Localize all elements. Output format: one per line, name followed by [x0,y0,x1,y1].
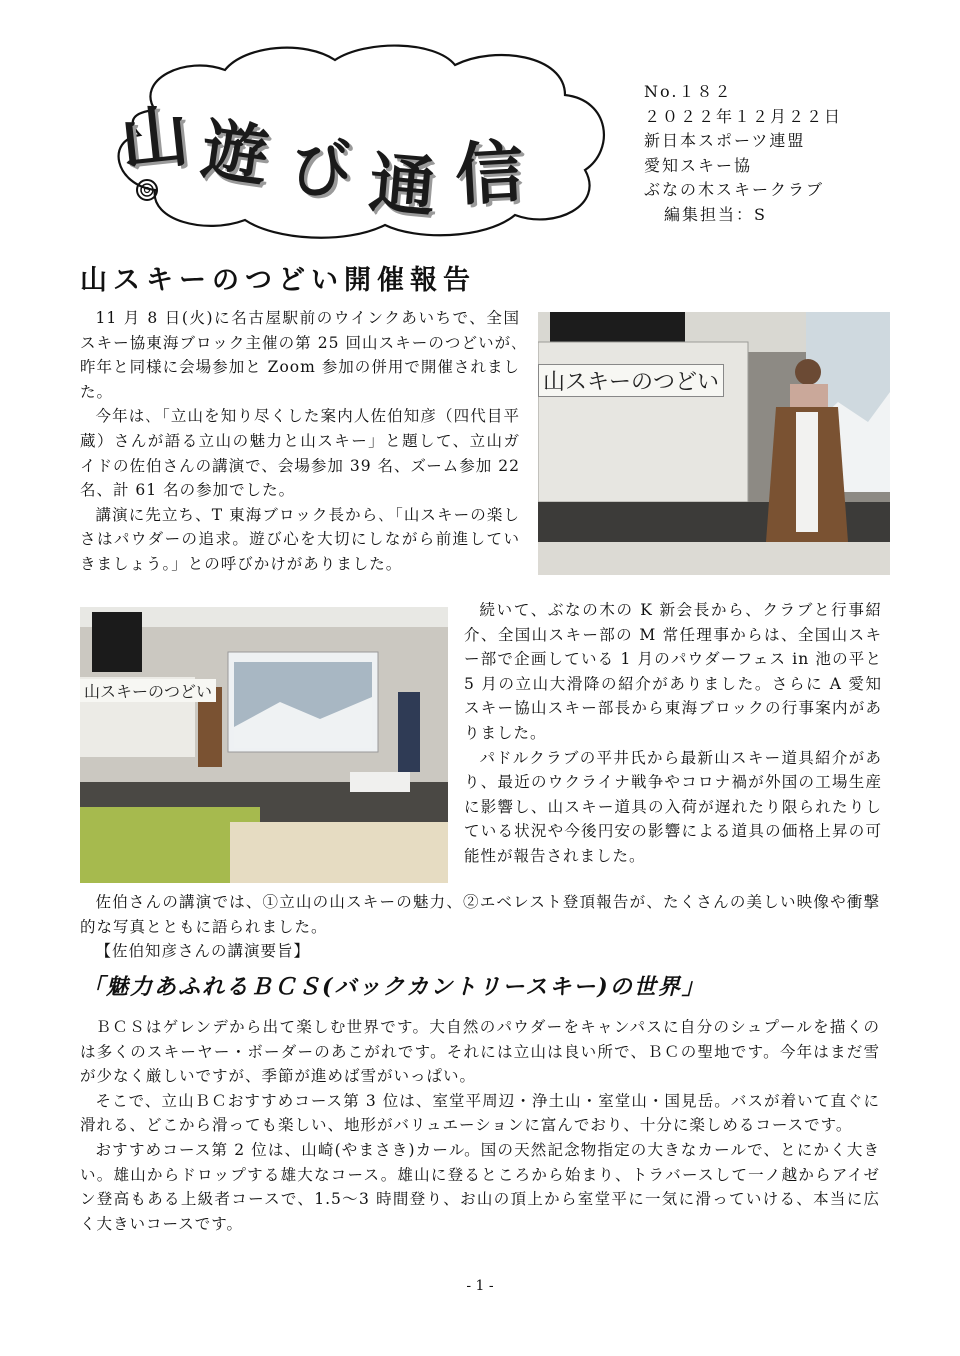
lecture-intro-text [80,890,880,964]
paragraph: そこで、立山ＢＣおすすめコース第 3 位は、室堂平周辺・浄土山・室堂山・国見岳。バスが着いて直ぐに滑れる、どこから滑っても楽しい、地形がバリュエーションに富んでおり、十分に楽しめるコースです。 [80,1091,880,1135]
org-name: 新日本スポーツ連盟 [644,131,806,150]
page-number: - 1 - [466,1278,494,1294]
paragraph: 11 月 8 日(火)に名古屋駅前のウインクあいちで、全国スキー協東海ブロック主催の第 25 回山スキーのつどいが､昨年と同様に会場参加と Zoom 参加の併用で開催されました。 [80,309,520,401]
masthead-cloud [95,40,620,240]
right-column-text [464,598,882,869]
photo-banner: 山スキーのつどい [538,364,724,397]
issue-date: ２０２２年１２月２２日 [644,106,843,126]
paragraph: おすすめコース第 2 位は、山崎(やまさき)カール。国の天然記念物指定の大きなカールで、とにかく大きい。雄山からドロップする雄大なコース。雄山に登るところから始まり、トラバースして一ノ越からアイゼン登高もある上級者コースで、1.5～3 時間登り、お山の頂上から室堂平に一気に滑っていける、本当に広く大きいコースです。 [80,1140,880,1233]
photo-banner: 山スキーのつどい [80,679,216,702]
section-label: 【佐伯知彦さんの講演要旨】 [95,942,311,961]
article-headline: 山スキーのつどい開催報告 [80,265,476,296]
issue-number: No.１８２ [644,82,733,101]
org-name: 愛知スキー協 [644,155,753,175]
left-column-text [80,306,520,577]
photo-speaker-illustration [538,312,890,575]
masthead-title-char: 信 [453,133,526,216]
paragraph: パドルクラブの平井氏から最新山スキー道具紹介があり、最近のウクライナ戦争やコロナ禍が外国の工場生産に影響し、山スキー道具の入荷が遅れたり限られたりしている状況や今後円安の影響による道具の価格上昇の可能性が報告されました。 [464,748,882,865]
lecture-subheading: 「魅力あふれるＢＣＳ(バックカントリースキー)の世界」 [82,974,706,1000]
masthead-title-char: び [287,130,355,209]
paragraph: 今年は､「立山を知り尽くした案内人佐伯知彦（四代目平蔵）さんが語る立山の魅力と山スキー」と題して、立山ガイドの佐伯さんの講演で、会場参加 39 名、ズーム参加 22 名、計 61 名の参加でした。 [80,407,520,500]
masthead-title-char: 遊 [197,110,274,197]
masthead-title-char: 通 [366,144,439,227]
paragraph: 佐伯さんの講演では、①立山の山スキーの魅力、②エベレスト登頂報告が、たくさんの美しい映像や衝撃的な写真とともに語られました。 [80,893,880,936]
lecture-body-text [80,1015,880,1236]
event-photo-venue [80,607,448,883]
masthead-title-char: 山 [116,96,193,183]
paragraph: ＢＣＳはゲレンデから出て楽しむ世界です。大自然のパウダーをキャンパスに自分のシュプールを描くのは多くのスキーヤー・ボーダーのあこがれです。それには立山は良い所で、ＢＣの聖地です。今年はまだ雪が少なく厳しいですが、季節が進めば雪がいっぱい。 [80,1018,880,1086]
event-photo-speaker [538,312,890,575]
photo-venue-illustration [80,607,448,883]
club-name: ぶなの木スキークラブ [644,180,825,199]
issue-meta [644,80,944,227]
editor-credit: 編集担当：S [664,204,767,224]
paragraph: 続いて、ぶなの木の K 新会長から、クラブと行事紹介、全国山スキー部の M 常任理事からは、全国山スキー部で企画している 1 月のパウダーフェス in 池の平と 5 月の立山大滑降の紹介がありました。さらに A 愛知スキー協山スキー部長から東海ブロックの行事案内がありました。 [464,601,882,742]
paragraph: 講演に先立ち、T 東海ブロック長から､「山スキーの楽しさはパウダーの追求。遊び心を大切にしながら前進していきましょう｡」との呼びかけがありました。 [80,505,520,573]
